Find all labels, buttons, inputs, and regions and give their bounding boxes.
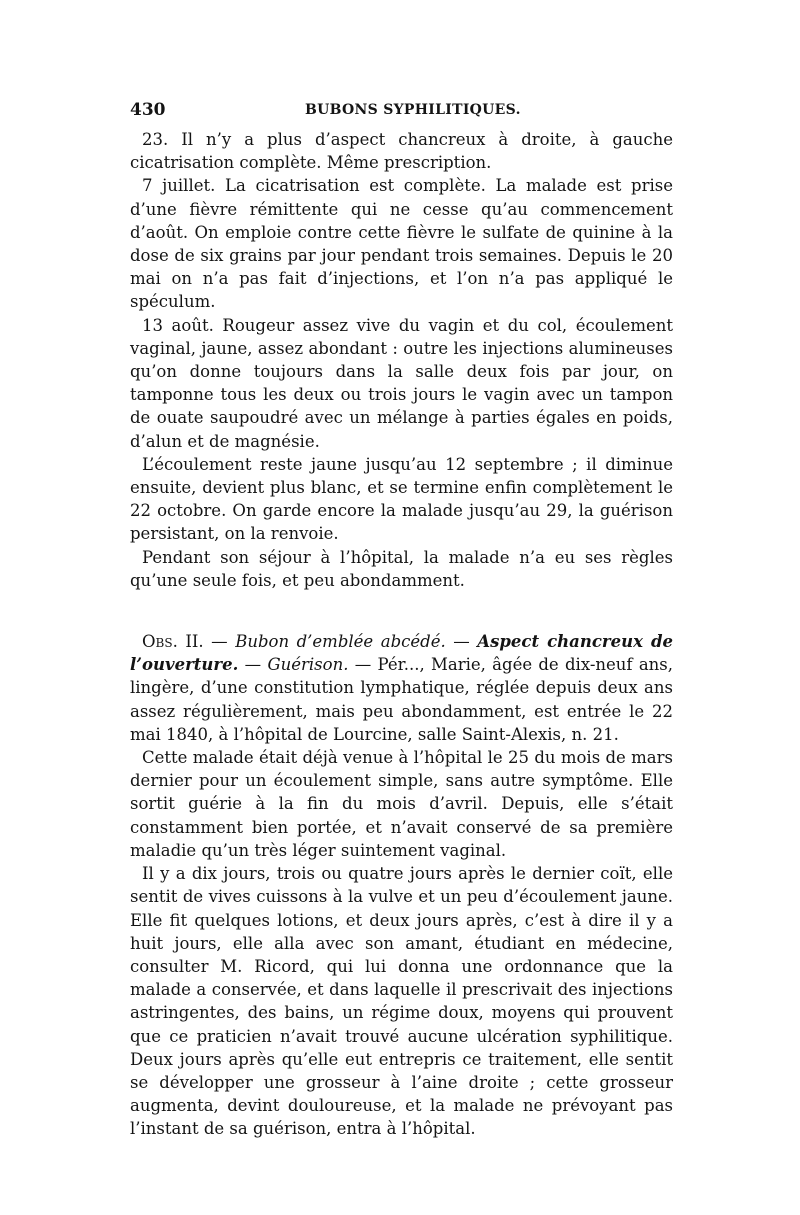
paragraph-6: Cette malade était déjà venue à l’hôpital le 25 du mois de mars dernier pour un écoulement simple, sans autre symptôme. Elle sortit guérie à la fin du mois d’avril. Depuis, elle s’était constamment bien portée, et n’avait conservé de sa première maladie qu’un très léger suintement vaginal. [130,748,673,860]
paragraph-7: Il y a dix jours, trois ou quatre jours après le dernier coït, elle sentit de vives cuissons à la vulve et un peu d’écoulement jaune. Elle fit quelques lotions, et deux jours après, c’est à dire il y a huit jours, elle alla avec son amant, étudiant en médecine, consulter M. Ricord, qui lui donna une ordonnance que la malade a conservée, et dans laquelle il prescrivait des injections astringentes, des bains, un régime doux, moyens qui prouvent que ce praticien n’avait trouvé aucune ulcération syphilitique. Deux jours après qu’elle eut entrepris ce traitement, elle sentit se développer une grosseur à l’aine droite ; cette grosseur augmenta, devint douloureuse, et la malade ne prévoyant pas l’instant de sa guérison, entra à l’hôpital. [130,864,673,1139]
body-text [130,128,673,1141]
observation-dash-1: — [203,632,236,652]
paragraph-5: Pendant son séjour à l’hôpital, la malade n’a eu ses règles qu’une seule fois, et peu abondamment. [130,547,673,590]
paragraph-2: 7 juillet. La cicatrisation est complète. La malade est prise d’une fièvre rémittente qui ne cesse qu’au commencement d’août. On emploie contre cette fièvre le sulfate de quinine à la dose de six grains par jour pendant trois semaines. Depuis le 20 mai on n’a pas fait d’injections, et l’on n’a pas appliqué le spéculum. [130,176,673,312]
page-number: 430 [130,100,166,120]
observation-label: Obs. II. [142,632,204,652]
paragraph-3: 13 août. Rougeur assez vive du vagin et du col, écoulement vaginal, jaune, assez abondant : outre les injections alumineuses qu’on donne toujours dans la salle deux fois par jour, on tamponne tous les deux ou trois jours le vagin avec un tampon de ouate saupoudré avec un mélange à parties égales en poids, d’alun et de magnésie. [130,315,673,451]
running-title: BUBONS SYPHILITIQUES. [305,102,521,118]
observation-outcome: Guérison. [267,655,349,675]
observation-subtitle: Aspect chancreux de l’ouverture. [130,632,673,675]
observation-dash-3: — [238,655,268,675]
paragraph-4: L’écoulement reste jaune jusqu’au 12 septembre ; il diminue ensuite, devient plus blanc, et se termine enfin complètement le 22 octobre. On garde encore la malade jusqu’au 29, la guérison persistant, on la renvoie. [130,454,673,544]
observation-heading-paragraph [130,630,673,746]
page-header [130,100,675,124]
observation-text: — Pér..., Marie, âgée de dix-neuf ans, lingère, d’une constitution lymphatique, réglée depuis deux ans assez régulièrement, mais peu abondamment, est entrée le 22 mai 1840, à l’hôpital de Lourcine, salle Saint-Alexis, n. 21. [130,655,673,744]
observation-dash-2: — [445,632,478,652]
observation-title: Bubon d’emblée abcédé. [235,632,446,652]
paragraph-1: 23. Il n’y a plus d’aspect chancreux à droite, à gauche cicatrisation complète. Même prescription. [130,130,673,173]
